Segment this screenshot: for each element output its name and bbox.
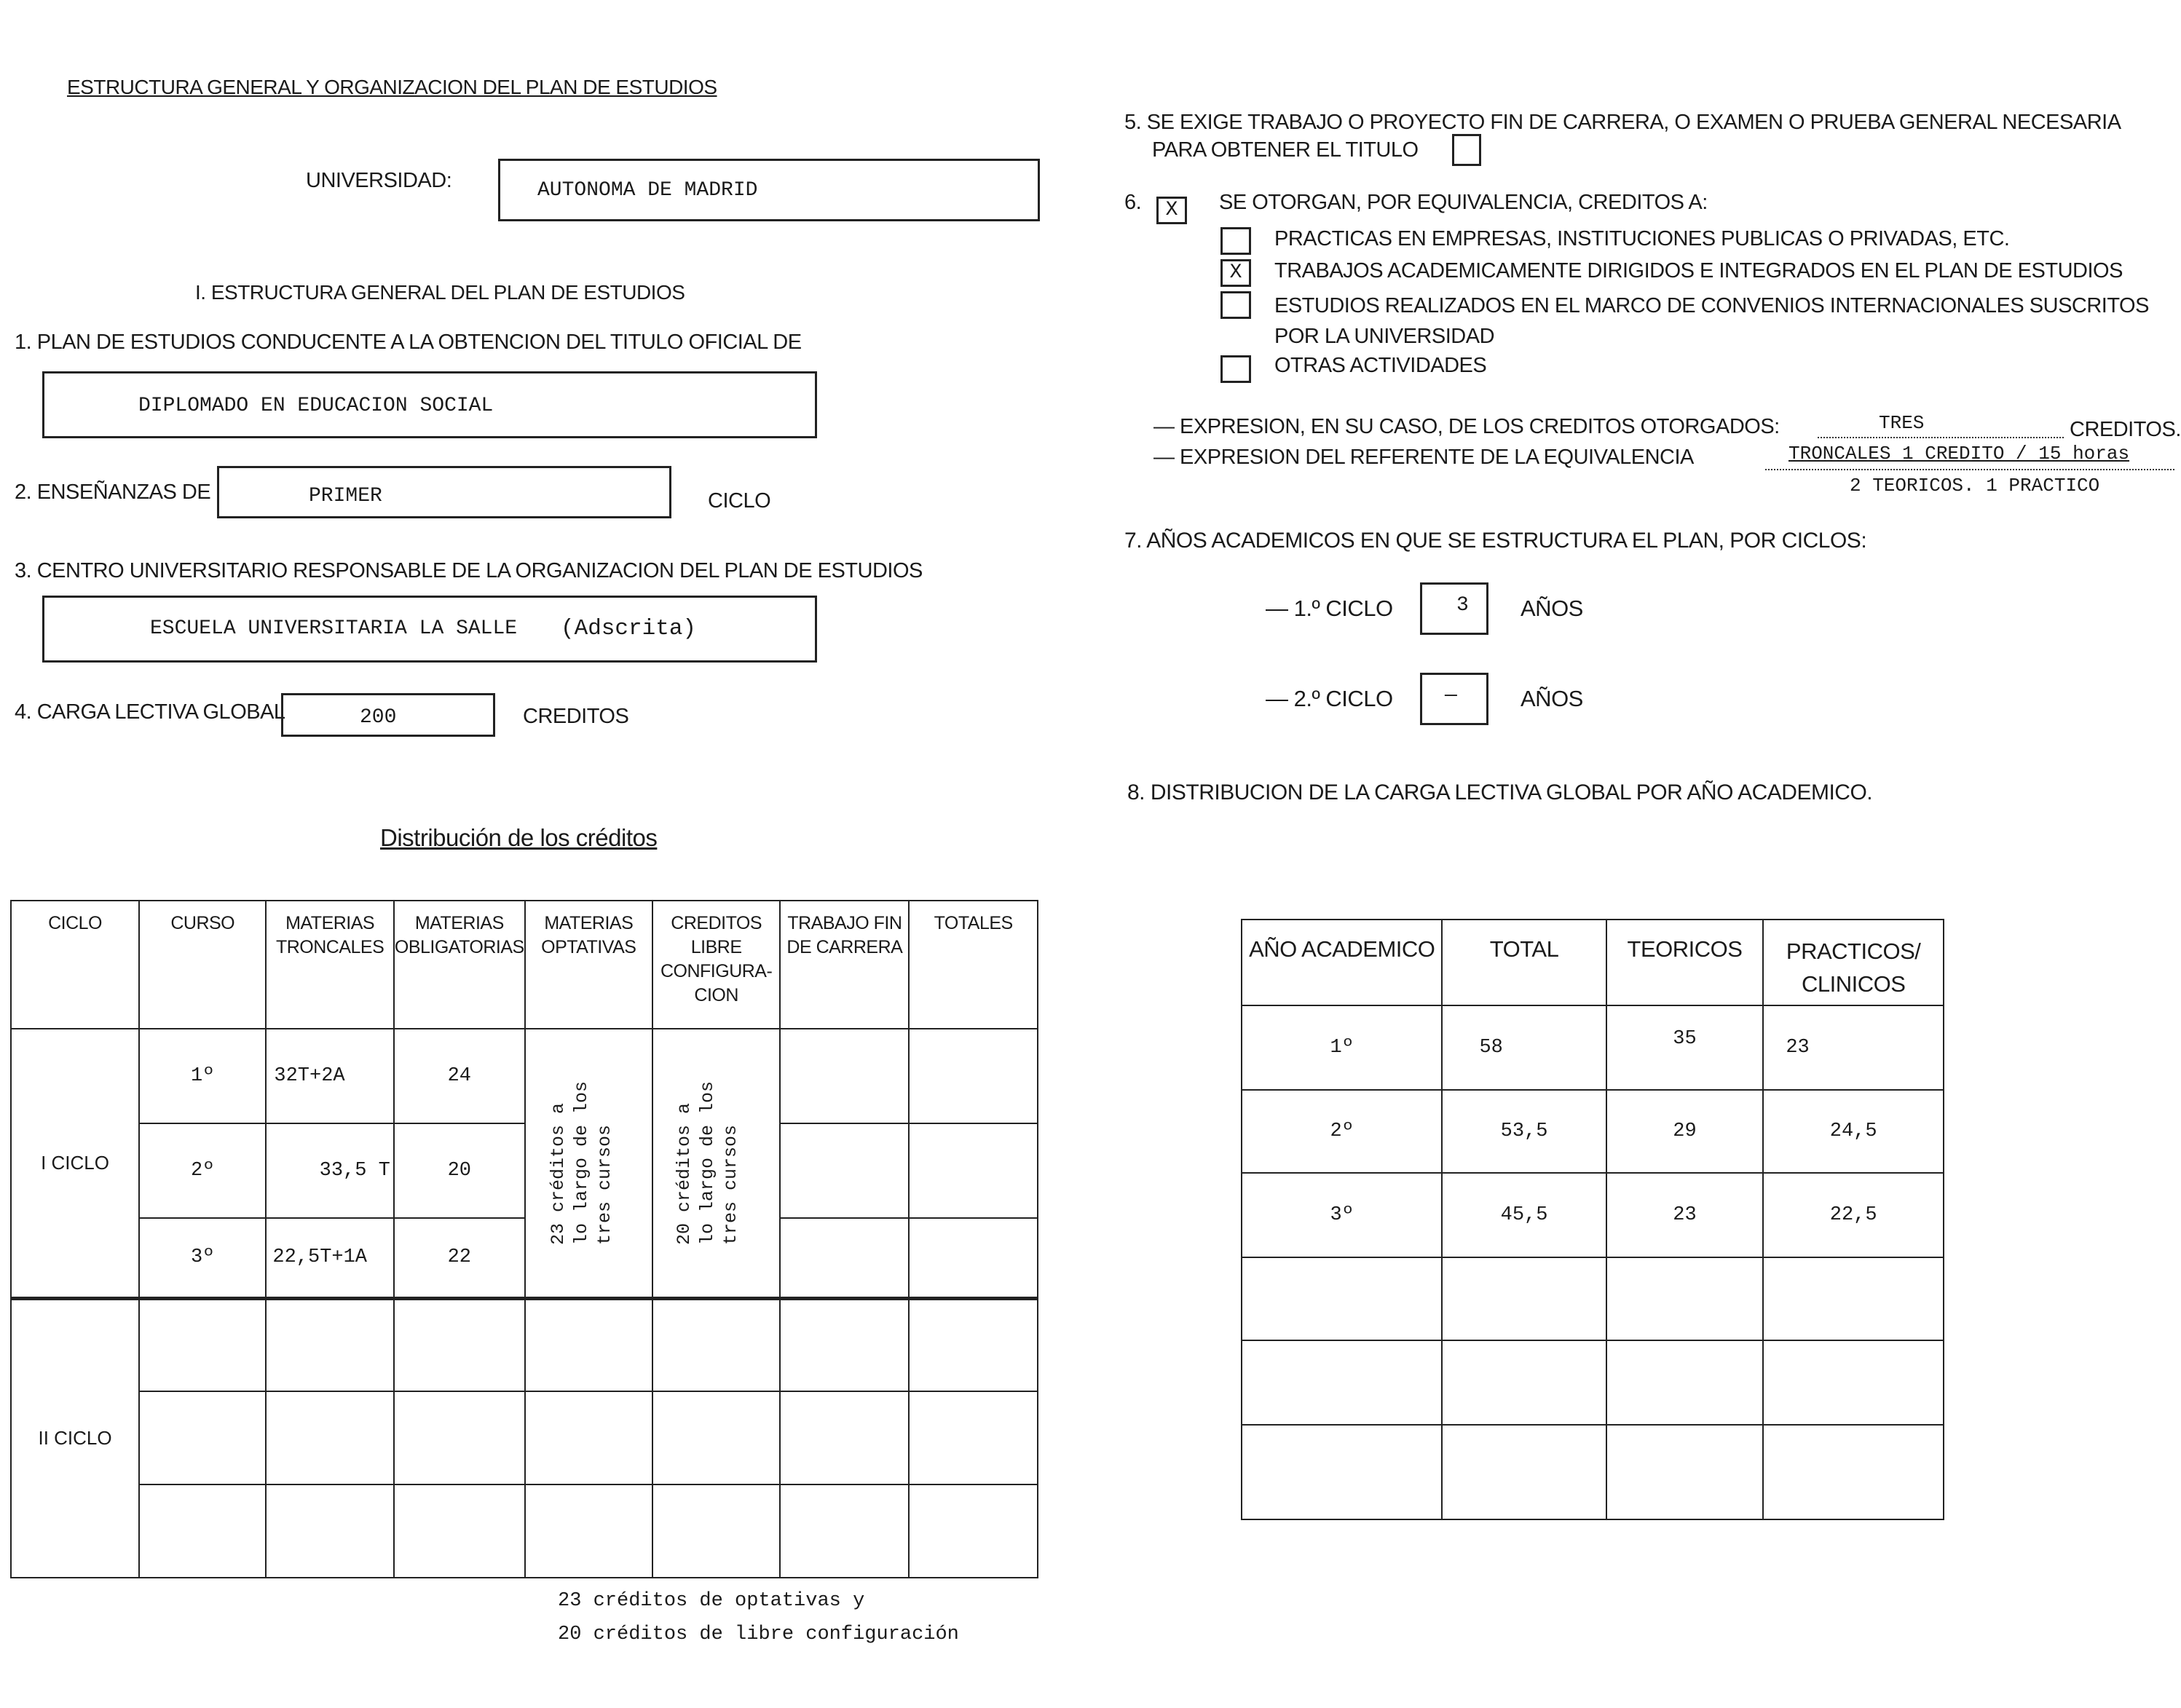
dist-title: Distribución de los créditos (380, 824, 658, 851)
totales-cell (909, 1218, 1038, 1298)
item1-label: 1. PLAN DE ESTUDIOS CONDUCENTE A LA OBTENCION DEL TITULO OFICIAL DE (15, 331, 802, 354)
footnote-line-1: 23 créditos de optativas y (558, 1590, 865, 1612)
ciclo2-anos: AÑOS (1521, 686, 1583, 711)
ciclo1-label: I CICLO (11, 1029, 139, 1298)
expr2-value: TRONCALES 1 CREDITO / 15 horas (1788, 443, 2130, 464)
table-row (11, 1298, 1038, 1391)
item4-label: 4. CARGA LECTIVA GLOBAL (15, 700, 285, 724)
obligatorias-cell: 24 (394, 1029, 525, 1123)
header-troncales: MATERIAS TRONCALES (266, 901, 393, 1029)
item5-line-1: 5. SE EXIGE TRABAJO O PROYECTO FIN DE CARRERA, O EXAMEN O PRUEBA GENERAL NECESARIA (1124, 111, 2121, 134)
ano-cell: 2º (1242, 1090, 1442, 1173)
item6-number: 6. (1124, 191, 1142, 214)
centro-value: ESCUELA UNIVERSITARIA LA SALLE (150, 617, 518, 640)
expr2-value-2: 2 TEORICOS. 1 PRACTICO (1850, 475, 2100, 497)
option-practicas-label: PRACTICAS EN EMPRESAS, INSTITUCIONES PUBLICAS O PRIVADAS, ETC. (1274, 227, 2010, 250)
main-title: ESTRUCTURA GENERAL Y ORGANIZACION DEL PLAN DE ESTUDIOS (67, 76, 717, 98)
universidad-label: UNIVERSIDAD: (306, 169, 452, 192)
libre-merged-cell (652, 1029, 781, 1298)
ciclo2-label: II CICLO (11, 1298, 139, 1578)
option-estudios-label-2: POR LA UNIVERSIDAD (1274, 325, 1495, 348)
table-row (1242, 1005, 1944, 1090)
option-otras-label: OTRAS ACTIVIDADES (1274, 354, 1487, 377)
expr2-label: — EXPRESION DEL REFERENTE DE LA EQUIVALENCIA (1153, 446, 1694, 469)
option-trabajos-checkbox[interactable]: X (1220, 259, 1251, 287)
ensenanzas-field (217, 466, 671, 518)
item5-line-2: PARA OBTENER EL TITULO (1152, 138, 1419, 162)
ensenanzas-suffix: CICLO (708, 489, 771, 513)
trabajo-cell (780, 1218, 909, 1298)
total-cell: 53,5 (1442, 1090, 1606, 1173)
optativas-vertical-1: 23 créditos a (547, 1102, 569, 1245)
expr2-line (1765, 469, 2174, 470)
practicos-cell: 24,5 (1763, 1090, 1944, 1173)
option-trabajos-label: TRABAJOS ACADEMICAMENTE DIRIGIDOS E INTEGRADOS EN EL PLAN DE ESTUDIOS (1274, 259, 2123, 282)
table-row (11, 1391, 1038, 1484)
table-row (1242, 1340, 1944, 1425)
header-teoricos: TEORICOS (1606, 920, 1764, 1005)
ensenanzas-value: PRIMER (309, 485, 382, 507)
table-row (11, 1029, 1038, 1123)
header-practicos: PRACTICOS/ CLINICOS (1763, 920, 1944, 1005)
table-row (1242, 1173, 1944, 1257)
footnote-line-2: 20 créditos de libre configuración (558, 1624, 959, 1645)
optativas-merged-cell (525, 1029, 652, 1298)
expr1-line (1818, 437, 2064, 438)
table-row (1242, 1425, 1944, 1519)
header-optativas: MATERIAS OPTATIVAS (525, 901, 652, 1029)
obligatorias-cell: 22 (394, 1218, 525, 1298)
header-libre: CREDITOS LIBRE CONFIGURA- CION (652, 901, 781, 1029)
ciclo1-value: 3 (1456, 594, 1469, 617)
option-estudios-label: ESTUDIOS REALIZADOS EN EL MARCO DE CONVENIOS INTERNACIONALES SUSCRITOS (1274, 294, 2149, 317)
option-otras-checkbox[interactable] (1220, 355, 1251, 383)
ano-cell: 3º (1242, 1173, 1442, 1257)
troncales-cell: 32T+2A (266, 1029, 393, 1123)
creditos-table (10, 900, 1038, 1578)
expr1-value: TRES (1879, 412, 1925, 434)
option-practicas-checkbox[interactable] (1220, 227, 1251, 255)
item3-label: 3. CENTRO UNIVERSITARIO RESPONSABLE DE LA ORGANIZACION DEL PLAN DE ESTUDIOS (15, 559, 923, 582)
trabajo-cell (780, 1123, 909, 1218)
ciclo2-value: — (1445, 684, 1457, 707)
titulo-value: DIPLOMADO EN EDUCACION SOCIAL (138, 395, 494, 417)
libre-vertical-1: 20 créditos a (673, 1102, 695, 1245)
ciclo2-label: — 2.º CICLO (1266, 686, 1393, 711)
libre-vertical-2: lo largo de los (696, 1080, 718, 1245)
item6-label: SE OTORGAN, POR EQUIVALENCIA, CREDITOS A: (1219, 191, 1708, 214)
ciclo1-label: — 1.º CICLO (1266, 596, 1393, 621)
practicos-cell: 22,5 (1763, 1173, 1944, 1257)
centro-note: (Adscrita) (561, 616, 697, 641)
header-total: TOTAL (1442, 920, 1606, 1005)
teoricos-cell: 29 (1606, 1090, 1764, 1173)
table-row (1242, 1257, 1944, 1340)
practicos-cell: 23 (1763, 1005, 1944, 1090)
item7-label: 7. AÑOS ACADEMICOS EN QUE SE ESTRUCTURA EL PLAN, POR CICLOS: (1124, 529, 1867, 553)
item8-label: 8. DISTRIBUCION DE LA CARGA LECTIVA GLOBAL POR AÑO ACADEMICO. (1127, 780, 1873, 804)
teoricos-cell: 35 (1606, 1005, 1764, 1090)
ano-cell: 1º (1242, 1005, 1442, 1090)
table-row (11, 1484, 1038, 1578)
obligatorias-cell: 20 (394, 1123, 525, 1218)
option-estudios-checkbox[interactable] (1220, 291, 1251, 319)
table-row (1242, 1090, 1944, 1173)
curso-cell: 2º (139, 1123, 266, 1218)
ciclo1-anos: AÑOS (1521, 596, 1583, 621)
item5-checkbox[interactable] (1452, 134, 1481, 166)
troncales-cell: 33,5 T (266, 1123, 393, 1218)
header-ciclo: CICLO (11, 901, 139, 1029)
header-totales: TOTALES (909, 901, 1038, 1029)
carga-value: 200 (360, 706, 397, 729)
expr1-suffix: CREDITOS. (2070, 418, 2181, 441)
ciclo1-box (1420, 582, 1488, 635)
header-obligatorias: MATERIAS OBLIGATORIAS (394, 901, 525, 1029)
curso-cell: 1º (139, 1029, 266, 1123)
item6-checkbox[interactable]: X (1156, 197, 1187, 224)
universidad-value: AUTONOMA DE MADRID (537, 179, 758, 202)
total-cell: 45,5 (1442, 1173, 1606, 1257)
carga-suffix: CREDITOS (523, 705, 629, 728)
expr1-label: — EXPRESION, EN SU CASO, DE LOS CREDITOS OTORGADOS: (1153, 415, 1780, 438)
total-cell: 58 (1442, 1005, 1606, 1090)
header-curso: CURSO (139, 901, 266, 1029)
optativas-vertical-2: lo largo de los (570, 1080, 592, 1245)
item2-label: 2. ENSEÑANZAS DE (15, 481, 211, 504)
header-trabajo: TRABAJO FIN DE CARRERA (780, 901, 909, 1029)
curso-cell: 3º (139, 1218, 266, 1298)
section-title: I. ESTRUCTURA GENERAL DEL PLAN DE ESTUDIOS (195, 281, 685, 304)
libre-vertical-3: tres cursos (719, 1124, 741, 1245)
totales-cell (909, 1029, 1038, 1123)
header-ano: AÑO ACADEMICO (1242, 920, 1442, 1005)
trabajo-cell (780, 1029, 909, 1123)
totales-cell (909, 1123, 1038, 1218)
optativas-vertical-3: tres cursos (593, 1124, 615, 1245)
troncales-cell: 22,5T+1A (266, 1218, 393, 1298)
carga-table (1241, 919, 1944, 1520)
teoricos-cell: 23 (1606, 1173, 1764, 1257)
